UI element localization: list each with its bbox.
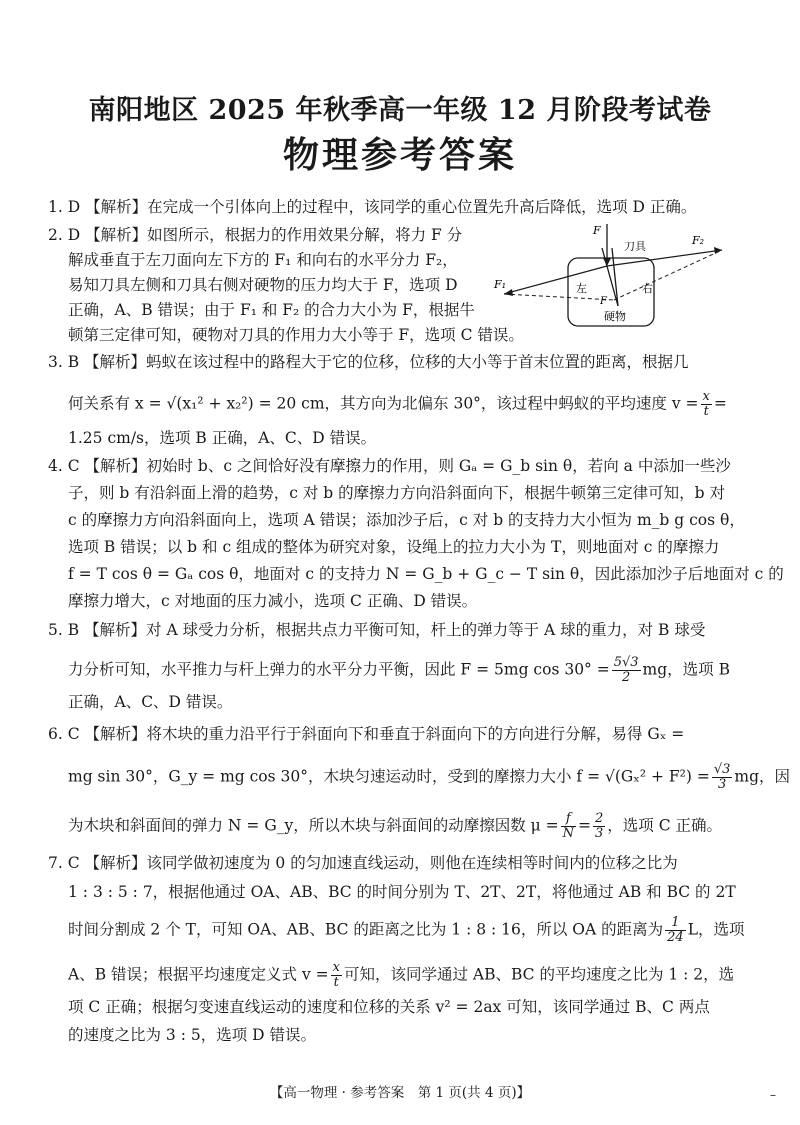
q1-line-1: 1. D 【解析】在完成一个引体向上的过程中，该同学的重心位置先升高后降低，选项 D 正确。 — [48, 198, 697, 216]
q4-line-2: 子，则 b 有沿斜面上滑的趋势，c 对 b 的摩擦力方向沿斜面向下，根据牛顿第三定律可知，b 对 — [68, 484, 726, 502]
force-F1-arrow — [504, 266, 607, 294]
label-F2: F₂ — [692, 234, 705, 247]
q7-line-3: 时间分割成 2 个 T，可知 OA、AB、BC 的距离之比为 1 : 8 : 16，所以 OA 的距离为 $\frac{1}{24}$ L，选项 — [68, 915, 745, 945]
q2-line-3: 易知刀具左侧和刀具右侧对硬物的压力均大于 F，选项 D — [68, 276, 458, 294]
q7-line-1: 7. C 【解析】该同学做初速度为 0 的匀加速直线运动，则他在连续相等时间内的位移之比为 — [48, 854, 678, 872]
dashed-line-1 — [504, 294, 614, 300]
q4-line-5: f = T cos θ = Gₐ cos θ，地面对 c 的支持力 N = G_b + G_c − T sin θ，因此添加沙子后地面对 c 的 — [68, 565, 784, 583]
q6-fraction-3: $\frac{2}{3}$ — [595, 811, 604, 841]
q4-line-6: 摩擦力增大，c 对地面的压力减小，选项 C 正确、D 错误。 — [68, 592, 478, 610]
q7-fraction-1: $\frac{1}{24}$ — [667, 915, 684, 945]
q4-line-1: 4. C 【解析】初始时 b、c 之间恰好没有摩擦力的作用，则 Gₐ = G_b sin θ，若向 a 中添加一些沙 — [48, 457, 731, 475]
label-F: F — [593, 224, 601, 237]
label-right: 右 — [642, 282, 653, 295]
q2-line-5: 顿第三定律可知，硬物对刀具的作用力大小等于 F，选项 C 错误。 — [68, 326, 524, 344]
label-F1: F₁ — [494, 278, 507, 291]
q6-fraction-2: $\frac{f}{N}$ — [562, 811, 575, 841]
q3-line-3: 1.25 cm/s，选项 B 正确，A、C、D 错误。 — [68, 429, 377, 447]
knife-force-diagram — [492, 220, 746, 330]
q2-line-1: 2. D 【解析】如图所示，根据力的作用效果分解，将力 F 分 — [48, 226, 463, 244]
q7-line-5: 项 C 正确；根据匀变速直线运动的速度和位移的关系 v² = 2ax 可知，该同学通过 B、C 两点 — [68, 998, 710, 1016]
force-F-arrowhead — [603, 258, 611, 266]
q6-line-2: mg sin 30°，G_y = mg cos 30°，木块匀速运动时，受到的摩擦力大小 f = √(Gₓ² + F²) = $\frac{√3}{3}$ mg，因 — [68, 762, 791, 792]
q5-line-3: 正确，A、C、D 错误。 — [68, 693, 233, 711]
q2-line-2: 解成垂直于左刀面向左下方的 F₁ 和向右的水平分力 F₂， — [68, 251, 458, 269]
q4-line-4: 选项 B 错误；以 b 和 c 组成的整体为研究对象，设绳上的拉力大小为 T，则地面对 c 的摩擦力 — [68, 538, 720, 556]
q4-line-3: c 的摩擦力方向沿斜面向上，选项 A 错误；添加沙子后，c 对 b 的支持力大小恒为 m_b g cos θ， — [68, 511, 745, 529]
exam-title: 南阳地区 2025 年秋季高一年级 12 月阶段考试卷 — [88, 95, 712, 126]
q3-line-2: 何关系有 x = √(x₁² + x₂²) = 20 cm，其方向为北偏东 30°，该过程中蚂蚁的平均速度 v = $\frac{x}{t}$ = — [68, 389, 727, 419]
footer-mark: – — [770, 1088, 776, 1102]
q7-line-4: A、B 错误；根据平均速度定义式 v = $\frac{x}{t}$ 可知，该同学通过 AB、BC 的平均速度之比为 1 : 2，选 — [68, 960, 735, 990]
q2-line-4: 正确，A、B 错误；由于 F₁ 和 F₂ 的合力大小为 F，根据牛 — [68, 301, 475, 319]
q6-line-1: 6. C 【解析】将木块的重力沿平行于斜面向下和垂直于斜面向下的方向进行分解，易得 Gₓ = — [48, 725, 685, 743]
q7-line-6: 的速度之比为 3 : 5，选项 D 错误。 — [68, 1026, 317, 1044]
label-F-bottom: F — [600, 296, 607, 307]
q7-fraction-2: $\frac{x}{t}$ — [332, 960, 340, 990]
force-F2-arrowhead — [714, 247, 722, 254]
label-knife: 刀具 — [624, 240, 646, 253]
q5-line-1: 5. B 【解析】对 A 球受力分析，根据共点力平衡可知，杆上的弹力等于 A 球的重力，对 B 球受 — [48, 621, 706, 639]
q6-line-3: 为木块和斜面间的弹力 N = G_y，所以木块与斜面间的动摩擦因数 μ = $\frac{f}{N}$ = $\frac{2}{3}$ ，选项 C 正确。 — [68, 811, 723, 841]
label-object: 硬物 — [604, 310, 626, 323]
q5-line-2: 力分析可知，水平推力与杆上弹力的水平分力平衡，因此 F = 5mg cos 30° = $\frac{5√3}{2}$ mg，选项 B — [68, 655, 730, 685]
q6-fraction-1: $\frac{√3}{3}$ — [713, 762, 731, 792]
q3-line-1: 3. B 【解析】蚂蚁在该过程中的路程大于它的位移，位移的大小等于首末位置的距离，根据几 — [48, 353, 689, 371]
q5-fraction: $\frac{5√3}{2}$ — [613, 655, 639, 685]
label-left: 左 — [576, 282, 587, 295]
page-footer: 【高一物理 · 参考答案 第 1 页(共 4 页)】 — [269, 1085, 531, 1101]
q7-line-2: 1 : 3 : 5 : 7，根据他通过 OA、AB、BC 的时间分别为 T、2T、2T，将他通过 AB 和 BC 的 2T — [68, 883, 736, 901]
q3-fraction: $\frac{x}{t}$ — [702, 389, 710, 419]
answer-key-title: 物理参考答案 — [282, 134, 517, 176]
